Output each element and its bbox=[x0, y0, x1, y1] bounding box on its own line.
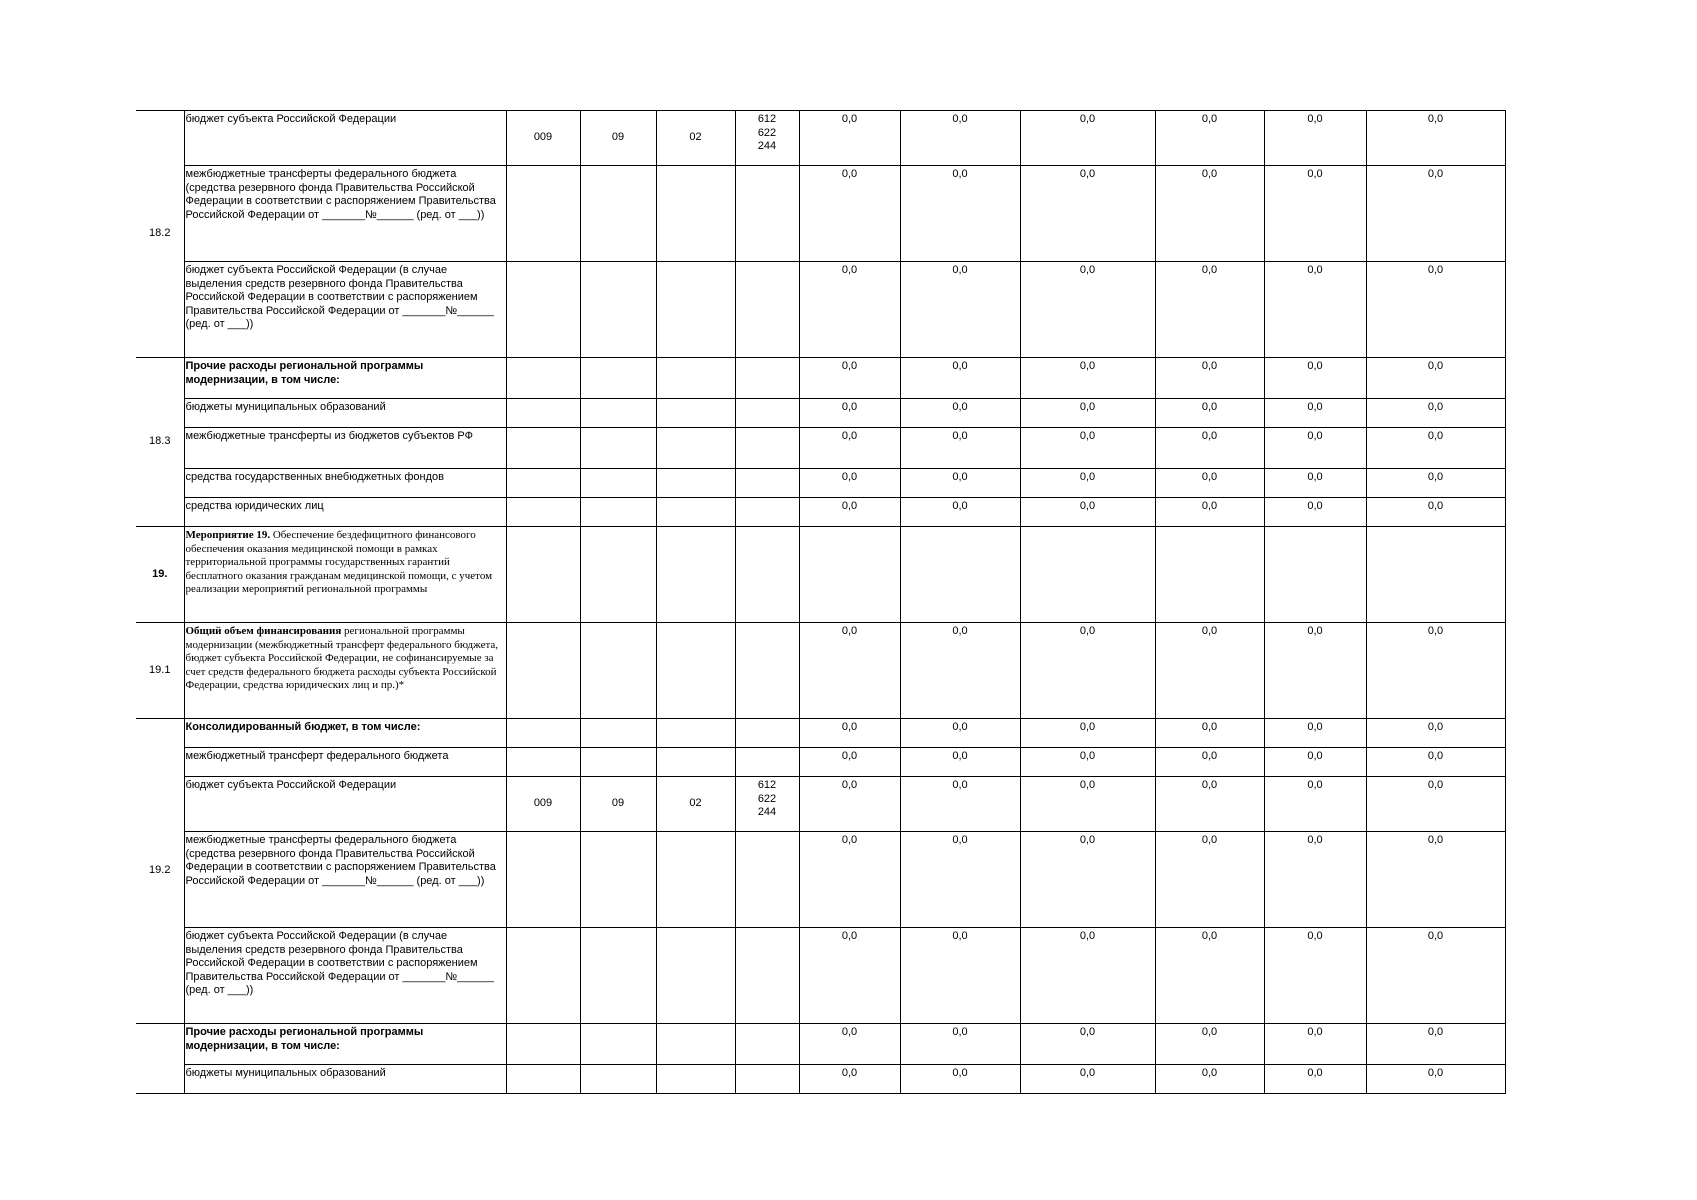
value-cell: 0,0 bbox=[1366, 469, 1505, 498]
code-cell bbox=[656, 623, 735, 719]
value-cell: 0,0 bbox=[900, 928, 1020, 1024]
value-cell: 0,0 bbox=[1264, 166, 1366, 262]
row-title: Общий объем финансирования bbox=[185, 625, 342, 637]
row-text: региональной программы модернизации (межбюджетный трансферт федерального бюджета, бюджет субъекта Российской Федерации, не софинансируемые за счет средств федерального бюджета расходы субъекта Российской Федерации, средства юридических лиц и пр.)* bbox=[185, 625, 499, 691]
code-cell bbox=[580, 262, 656, 358]
value-cell: 0,0 bbox=[1020, 262, 1155, 358]
code-cell bbox=[580, 527, 656, 623]
code-cell bbox=[735, 111, 799, 166]
value-cell: 0,0 bbox=[799, 777, 900, 832]
row-number: 18.3 bbox=[136, 358, 184, 527]
value-cell: 0,0 bbox=[900, 719, 1020, 748]
code-cell bbox=[580, 623, 656, 719]
code-cell bbox=[656, 928, 735, 1024]
value-cell: 0,0 bbox=[1020, 928, 1155, 1024]
value-cell: 0,0 bbox=[1155, 111, 1264, 166]
table-row bbox=[136, 428, 1505, 469]
code-cell bbox=[735, 262, 799, 358]
value-cell: 0,0 bbox=[1264, 498, 1366, 527]
value-cell: 0,0 bbox=[1264, 1024, 1366, 1065]
row-description: бюджеты муниципальных образований bbox=[184, 399, 506, 428]
value-cell: 0,0 bbox=[900, 777, 1020, 832]
table-row bbox=[136, 498, 1505, 527]
code-cell bbox=[580, 428, 656, 469]
value-cell: 0,0 bbox=[1155, 469, 1264, 498]
code-cell bbox=[656, 1065, 735, 1094]
table-row bbox=[136, 1024, 1505, 1065]
code-cell bbox=[735, 358, 799, 399]
code-cell bbox=[656, 262, 735, 358]
value-cell: 0,0 bbox=[1155, 928, 1264, 1024]
code-cell bbox=[656, 1024, 735, 1065]
value-cell: 0,0 bbox=[1366, 166, 1505, 262]
value-cell: 0,0 bbox=[1020, 469, 1155, 498]
value-cell bbox=[799, 527, 900, 623]
value-cell: 0,0 bbox=[1264, 719, 1366, 748]
code-line: 244 bbox=[757, 806, 777, 818]
value-cell: 0,0 bbox=[799, 719, 900, 748]
value-cell: 0,0 bbox=[900, 469, 1020, 498]
value-cell: 0,0 bbox=[1155, 166, 1264, 262]
value-cell: 0,0 bbox=[900, 1065, 1020, 1094]
value-cell: 0,0 bbox=[1264, 777, 1366, 832]
row-title: Мероприятие 19. bbox=[185, 529, 271, 541]
value-cell: 0,0 bbox=[799, 469, 900, 498]
value-cell: 0,0 bbox=[1264, 928, 1366, 1024]
code-cell: 09 bbox=[580, 111, 656, 166]
value-cell: 0,0 bbox=[1020, 428, 1155, 469]
code-cell bbox=[580, 1024, 656, 1065]
code-cell bbox=[580, 498, 656, 527]
value-cell: 0,0 bbox=[1155, 399, 1264, 428]
row-description: межбюджетные трансферты федерального бюджета (средства резервного фонда Правительства Российской Федерации в соответствии с распоряжением Правительства Российской Федерации от _______№______ (ред. от ___)) bbox=[184, 832, 506, 928]
table-row bbox=[136, 111, 1505, 166]
row-description: бюджет субъекта Российской Федерации bbox=[184, 777, 506, 832]
row-number bbox=[136, 1024, 184, 1094]
table-row bbox=[136, 166, 1505, 262]
value-cell: 0,0 bbox=[1366, 928, 1505, 1024]
code-cell bbox=[580, 748, 656, 777]
code-cell bbox=[656, 748, 735, 777]
value-cell: 0,0 bbox=[1264, 623, 1366, 719]
value-cell: 0,0 bbox=[1366, 623, 1505, 719]
code-cell: 02 bbox=[656, 777, 735, 832]
value-cell: 0,0 bbox=[1020, 623, 1155, 719]
value-cell: 0,0 bbox=[1366, 111, 1505, 166]
row-text: Обеспечение бездефицитного финансового обеспечения оказания медицинской помощи в рамках территориальной программы государственных гарантий бесплатного оказания гражданам медицинской помощи, с учетом реализации мероприятий региональной программы bbox=[185, 529, 493, 595]
row-description: межбюджетные трансферты федерального бюджета (средства резервного фонда Правительства Российской Федерации в соответствии с распоряжением Правительства Российской Федерации от _______№______ (ред. от ___)) bbox=[184, 166, 506, 262]
value-cell: 0,0 bbox=[900, 623, 1020, 719]
table-row bbox=[136, 358, 1505, 399]
code-cell: 009 bbox=[506, 111, 580, 166]
value-cell: 0,0 bbox=[900, 1024, 1020, 1065]
code-cell bbox=[580, 399, 656, 428]
row-number: 19.2 bbox=[136, 719, 184, 1024]
code-cell bbox=[656, 166, 735, 262]
code-cell bbox=[735, 928, 799, 1024]
code-cell bbox=[506, 527, 580, 623]
code-cell bbox=[580, 928, 656, 1024]
table-row bbox=[136, 527, 1505, 623]
value-cell: 0,0 bbox=[1020, 719, 1155, 748]
table-row bbox=[136, 777, 1505, 832]
code-cell bbox=[506, 928, 580, 1024]
value-cell: 0,0 bbox=[799, 1024, 900, 1065]
value-cell: 0,0 bbox=[1366, 262, 1505, 358]
table-row bbox=[136, 1065, 1505, 1094]
code-cell bbox=[735, 498, 799, 527]
row-description bbox=[184, 527, 506, 623]
value-cell: 0,0 bbox=[900, 111, 1020, 166]
code-cell bbox=[506, 1065, 580, 1094]
value-cell: 0,0 bbox=[1366, 428, 1505, 469]
value-cell: 0,0 bbox=[1264, 428, 1366, 469]
value-cell: 0,0 bbox=[1155, 748, 1264, 777]
row-description: Прочие расходы региональной программы модернизации, в том числе: bbox=[184, 358, 506, 399]
row-description: межбюджетные трансферты из бюджетов субъектов РФ bbox=[184, 428, 506, 469]
value-cell: 0,0 bbox=[1155, 1024, 1264, 1065]
value-cell: 0,0 bbox=[799, 498, 900, 527]
code-cell bbox=[735, 399, 799, 428]
code-cell bbox=[580, 469, 656, 498]
value-cell: 0,0 bbox=[900, 832, 1020, 928]
code-cell bbox=[735, 469, 799, 498]
value-cell: 0,0 bbox=[1264, 748, 1366, 777]
value-cell: 0,0 bbox=[799, 399, 900, 428]
value-cell: 0,0 bbox=[799, 111, 900, 166]
value-cell: 0,0 bbox=[1264, 111, 1366, 166]
code-cell bbox=[580, 1065, 656, 1094]
value-cell: 0,0 bbox=[1020, 777, 1155, 832]
value-cell: 0,0 bbox=[900, 262, 1020, 358]
code-cell bbox=[735, 1024, 799, 1065]
value-cell: 0,0 bbox=[1155, 498, 1264, 527]
table-row bbox=[136, 623, 1505, 719]
value-cell: 0,0 bbox=[1155, 1065, 1264, 1094]
value-cell: 0,0 bbox=[1155, 262, 1264, 358]
value-cell bbox=[1264, 527, 1366, 623]
value-cell: 0,0 bbox=[1366, 777, 1505, 832]
code-cell bbox=[506, 719, 580, 748]
code-cell bbox=[580, 832, 656, 928]
row-description: бюджеты муниципальных образований bbox=[184, 1065, 506, 1094]
table-row bbox=[136, 832, 1505, 928]
code-cell bbox=[735, 777, 799, 832]
value-cell: 0,0 bbox=[1155, 623, 1264, 719]
row-description: средства юридических лиц bbox=[184, 498, 506, 527]
value-cell: 0,0 bbox=[1264, 469, 1366, 498]
code-cell bbox=[506, 748, 580, 777]
row-description bbox=[184, 623, 506, 719]
value-cell: 0,0 bbox=[900, 428, 1020, 469]
value-cell: 0,0 bbox=[1020, 1024, 1155, 1065]
value-cell: 0,0 bbox=[799, 358, 900, 399]
code-cell: 009 bbox=[506, 777, 580, 832]
code-cell bbox=[580, 719, 656, 748]
value-cell: 0,0 bbox=[799, 748, 900, 777]
row-description: бюджет субъекта Российской Федерации (в случае выделения средств резервного фонда Правительства Российской Федерации в соответствии с распоряжением Правительства Российской Федерации от _______№______ (ред. от ___)) bbox=[184, 262, 506, 358]
code-cell: 09 bbox=[580, 777, 656, 832]
value-cell: 0,0 bbox=[799, 262, 900, 358]
value-cell bbox=[900, 527, 1020, 623]
code-cell bbox=[506, 1024, 580, 1065]
value-cell: 0,0 bbox=[900, 498, 1020, 527]
code-cell bbox=[580, 166, 656, 262]
value-cell: 0,0 bbox=[1020, 111, 1155, 166]
value-cell: 0,0 bbox=[1155, 832, 1264, 928]
value-cell: 0,0 bbox=[1020, 399, 1155, 428]
code-cell bbox=[506, 262, 580, 358]
row-number: 19.1 bbox=[136, 623, 184, 719]
code-cell bbox=[735, 428, 799, 469]
code-cell bbox=[735, 719, 799, 748]
value-cell: 0,0 bbox=[1366, 399, 1505, 428]
value-cell: 0,0 bbox=[1264, 399, 1366, 428]
row-description: бюджет субъекта Российской Федерации bbox=[184, 111, 506, 166]
value-cell: 0,0 bbox=[900, 748, 1020, 777]
code-cell bbox=[656, 358, 735, 399]
code-cell bbox=[735, 1065, 799, 1094]
code-line: 622 bbox=[757, 792, 777, 805]
table-row bbox=[136, 928, 1505, 1024]
value-cell: 0,0 bbox=[1264, 832, 1366, 928]
value-cell: 0,0 bbox=[1020, 358, 1155, 399]
value-cell: 0,0 bbox=[1366, 498, 1505, 527]
value-cell: 0,0 bbox=[799, 832, 900, 928]
code-cell bbox=[506, 469, 580, 498]
table-row bbox=[136, 748, 1505, 777]
value-cell: 0,0 bbox=[1020, 748, 1155, 777]
value-cell: 0,0 bbox=[799, 1065, 900, 1094]
value-cell: 0,0 bbox=[1020, 1065, 1155, 1094]
row-description: межбюджетный трансферт федерального бюджета bbox=[184, 748, 506, 777]
value-cell: 0,0 bbox=[1020, 498, 1155, 527]
code-cell bbox=[506, 358, 580, 399]
code-cell bbox=[735, 832, 799, 928]
value-cell: 0,0 bbox=[1366, 719, 1505, 748]
value-cell bbox=[1366, 527, 1505, 623]
value-cell: 0,0 bbox=[799, 623, 900, 719]
code-cell bbox=[735, 527, 799, 623]
value-cell: 0,0 bbox=[799, 428, 900, 469]
code-cell bbox=[580, 358, 656, 399]
value-cell: 0,0 bbox=[1366, 358, 1505, 399]
code-cell bbox=[506, 623, 580, 719]
code-line: 612 bbox=[757, 779, 777, 791]
row-description: бюджет субъекта Российской Федерации (в случае выделения средств резервного фонда Правительства Российской Федерации в соответствии с распоряжением Правительства Российской Федерации от _______№______ (ред. от ___)) bbox=[184, 928, 506, 1024]
code-cell bbox=[656, 399, 735, 428]
value-cell bbox=[1155, 527, 1264, 623]
code-line: 622 bbox=[757, 126, 777, 139]
value-cell: 0,0 bbox=[1264, 1065, 1366, 1094]
value-cell: 0,0 bbox=[1155, 777, 1264, 832]
code-cell: 02 bbox=[656, 111, 735, 166]
row-number: 18.2 bbox=[136, 111, 184, 358]
value-cell: 0,0 bbox=[1155, 358, 1264, 399]
code-cell bbox=[656, 428, 735, 469]
value-cell: 0,0 bbox=[1020, 832, 1155, 928]
code-cell bbox=[506, 832, 580, 928]
code-cell bbox=[656, 527, 735, 623]
value-cell: 0,0 bbox=[900, 166, 1020, 262]
code-cell bbox=[656, 832, 735, 928]
code-cell bbox=[735, 623, 799, 719]
value-cell: 0,0 bbox=[900, 358, 1020, 399]
code-cell bbox=[656, 498, 735, 527]
code-line: 244 bbox=[757, 140, 777, 152]
row-description: Консолидированный бюджет, в том числе: bbox=[184, 719, 506, 748]
code-line: 612 bbox=[757, 113, 777, 125]
code-cell bbox=[656, 719, 735, 748]
value-cell: 0,0 bbox=[1155, 428, 1264, 469]
value-cell: 0,0 bbox=[1264, 262, 1366, 358]
code-cell bbox=[735, 166, 799, 262]
value-cell: 0,0 bbox=[900, 399, 1020, 428]
value-cell: 0,0 bbox=[1366, 1024, 1505, 1065]
row-number: 19. bbox=[136, 527, 184, 623]
code-cell bbox=[506, 498, 580, 527]
value-cell: 0,0 bbox=[1366, 748, 1505, 777]
value-cell: 0,0 bbox=[1155, 719, 1264, 748]
value-cell: 0,0 bbox=[1020, 166, 1155, 262]
row-description: Прочие расходы региональной программы модернизации, в том числе: bbox=[184, 1024, 506, 1065]
table-row bbox=[136, 719, 1505, 748]
value-cell bbox=[1020, 527, 1155, 623]
row-description: средства государственных внебюджетных фондов bbox=[184, 469, 506, 498]
value-cell: 0,0 bbox=[799, 928, 900, 1024]
code-cell bbox=[656, 469, 735, 498]
table-row bbox=[136, 399, 1505, 428]
value-cell: 0,0 bbox=[1366, 1065, 1505, 1094]
value-cell: 0,0 bbox=[1264, 358, 1366, 399]
code-cell bbox=[506, 399, 580, 428]
table-row bbox=[136, 469, 1505, 498]
code-cell bbox=[506, 166, 580, 262]
code-cell bbox=[735, 748, 799, 777]
value-cell: 0,0 bbox=[1366, 832, 1505, 928]
value-cell: 0,0 bbox=[799, 166, 900, 262]
code-cell bbox=[506, 428, 580, 469]
budget-table bbox=[136, 110, 1506, 1094]
table-row bbox=[136, 262, 1505, 358]
